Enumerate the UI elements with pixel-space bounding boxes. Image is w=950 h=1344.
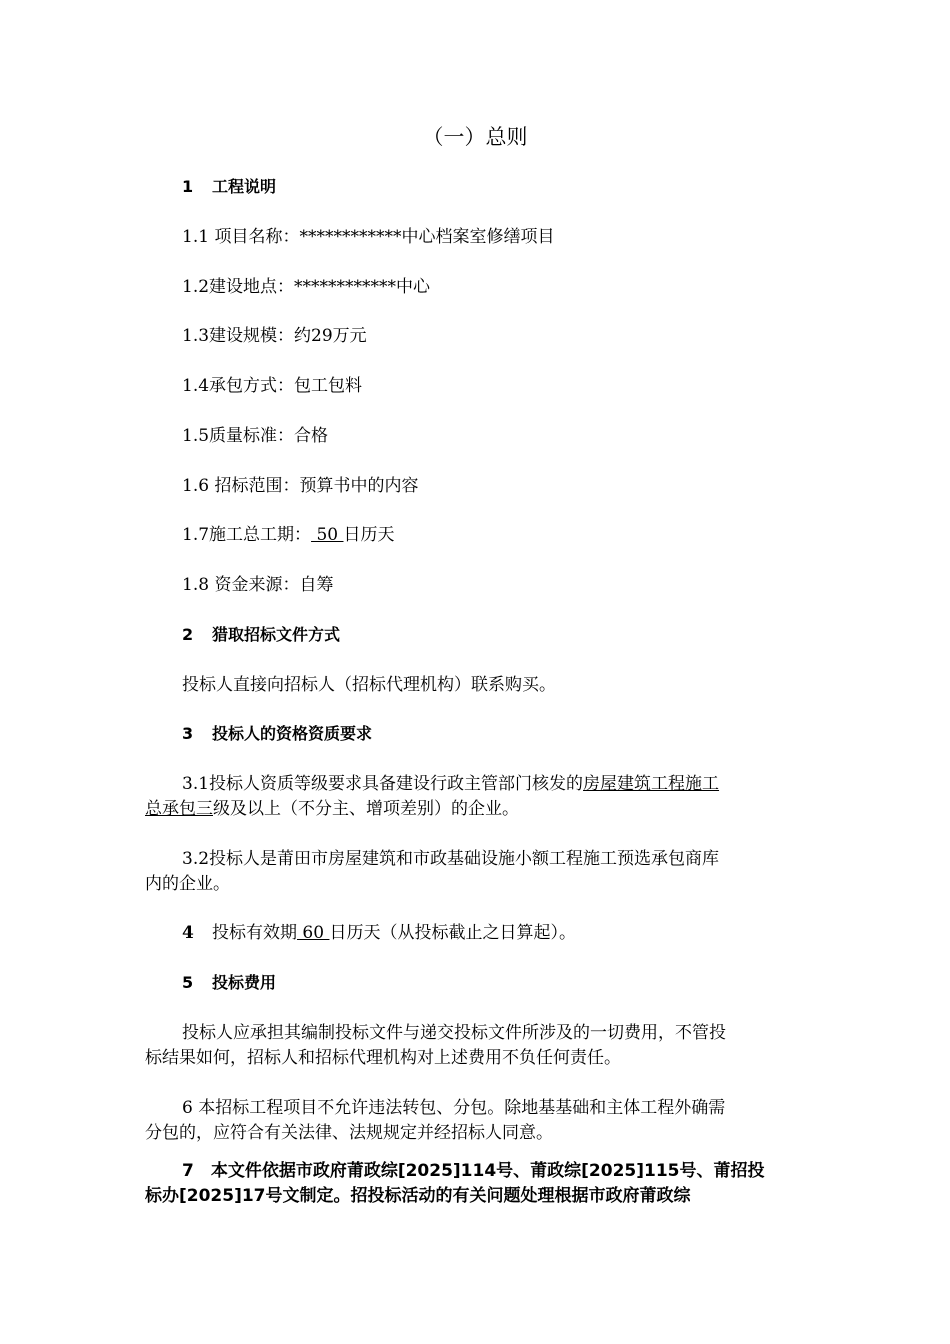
heading-3-number: 3	[182, 724, 194, 743]
heading-1-text: 工程说明	[212, 177, 277, 196]
paragraph-5	[145, 1021, 810, 1071]
paragraph-3-2-line-2: 内的企业。	[145, 874, 230, 894]
item-1-7-label: 1.7施工总工期：	[182, 525, 312, 545]
paragraph-7-line-1: 7 本文件依据市政府莆政综[2025]114号、莆政综[2025]115号、莆招投	[182, 1161, 765, 1181]
item-1-2: 1.2建设地点：************中心	[182, 277, 431, 297]
item-1-3: 1.3建设规模：约29万元	[182, 326, 367, 346]
heading-5	[182, 972, 276, 994]
section-title: （一）总则	[422, 125, 528, 149]
section-2-text: 投标人直接向招标人（招标代理机构）联系购买。	[182, 675, 556, 695]
paragraph-5-line-2: 标结果如何，招标人和招标代理机构对上述费用不负任何责任。	[145, 1048, 621, 1068]
qualification-underlined-a: 房屋建筑工程施工	[583, 774, 720, 794]
paragraph-3-1-text: 3.1投标人资质等级要求具备建设行政主管部门核发的	[182, 774, 584, 794]
paragraph-3-1-line-1	[145, 772, 810, 797]
item-1-1: 1.1 项目名称：************中心档案室修缮项目	[182, 227, 555, 247]
section-4	[182, 922, 576, 944]
section-4-label: 投标有效期	[212, 923, 297, 943]
paragraph-7-line-2: 标办[2025]17号文制定。招投标活动的有关问题处理根据市政府莆政综	[145, 1186, 691, 1206]
heading-2	[182, 624, 340, 646]
paragraph-3-1-line-2	[145, 797, 810, 822]
paragraph-3-2-line-1: 3.2投标人是莆田市房屋建筑和市政基础设施小额工程施工预选承包商库	[182, 849, 720, 869]
item-1-8: 1.8 资金来源：自筹	[182, 575, 334, 595]
paragraph-7	[145, 1159, 810, 1209]
item-1-6: 1.6 招标范围：预算书中的内容	[182, 476, 419, 496]
heading-5-number: 5	[182, 973, 194, 992]
item-1-4: 1.4承包方式：包工包料	[182, 376, 363, 396]
qualification-underlined-b: 总承包三	[145, 799, 213, 819]
construction-period-value: 50	[311, 525, 344, 545]
heading-1-number: 1	[182, 177, 194, 196]
paragraph-6-line-1: 6 本招标工程项目不允许违法转包、分包。除地基基础和主体工程外确需	[182, 1098, 726, 1118]
item-1-7	[182, 524, 395, 546]
paragraph-3-1-tail: 级及以上（不分主、增项差别）的企业。	[213, 799, 519, 819]
section-4-tail: 日历天（从投标截止之日算起）。	[329, 923, 576, 943]
item-1-5: 1.5质量标准：合格	[182, 426, 329, 446]
heading-2-number: 2	[182, 625, 194, 644]
section-4-number: 4	[182, 923, 194, 943]
paragraph-6	[145, 1096, 810, 1146]
item-1-7-unit: 日历天	[343, 525, 395, 545]
paragraph-5-line-1: 投标人应承担其编制投标文件与递交投标文件所涉及的一切费用，不管投	[182, 1023, 726, 1043]
heading-3-text: 投标人的资格资质要求	[212, 724, 373, 743]
heading-3	[182, 723, 372, 745]
paragraph-6-line-2: 分包的，应符合有关法律、法规规定并经招标人同意。	[145, 1123, 553, 1143]
paragraph-3-2	[145, 847, 810, 897]
paragraph-3-1	[145, 772, 810, 822]
heading-5-text: 投标费用	[212, 973, 277, 992]
heading-2-text: 猎取招标文件方式	[212, 625, 341, 644]
bid-validity-value: 60	[297, 923, 330, 943]
heading-1	[182, 176, 276, 198]
